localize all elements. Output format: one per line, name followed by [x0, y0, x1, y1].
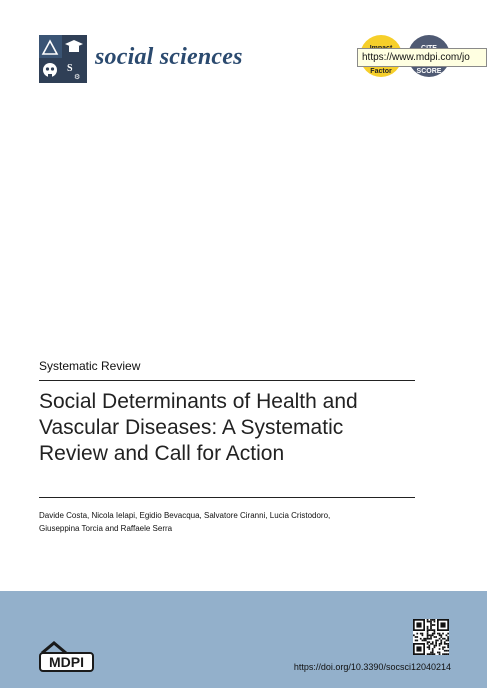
citescore-label-bottom: SCORE [416, 68, 442, 75]
article-type-label: Systematic Review [39, 359, 141, 373]
article-title-line: Social Determinants of Health and [39, 390, 358, 413]
mdpi-logo-icon[interactable] [39, 641, 94, 673]
article-title-line: Review and Call for Action [39, 442, 285, 465]
svg-text:⚙: ⚙ [74, 74, 81, 81]
title-top-divider [39, 380, 415, 381]
impact-factor-label-bottom: Factor [370, 68, 392, 75]
mdpi-logo-text: MDPI [49, 654, 84, 670]
article-title-line: Vascular Diseases: A Systematic [39, 416, 344, 439]
qr-code-icon [413, 619, 449, 655]
svg-text:S: S [67, 63, 73, 74]
doi-link[interactable]: https://doi.org/10.3390/socsci12040214 [293, 662, 451, 672]
authors-line: Davide Costa, Nicola Ielapi, Egidio Bevacqua, Salvatore Ciranni, Lucia Cristodoro, [39, 511, 331, 520]
article-authors [39, 509, 379, 535]
title-bottom-divider [39, 497, 415, 498]
authors-line: Giuseppina Torcia and Raffaele Serra [39, 524, 173, 533]
article-title [39, 389, 419, 467]
journal-logo-icon [39, 35, 87, 83]
journal-name: social sciences [95, 44, 243, 70]
link-url-tooltip: https://www.mdpi.com/jo [357, 48, 487, 67]
